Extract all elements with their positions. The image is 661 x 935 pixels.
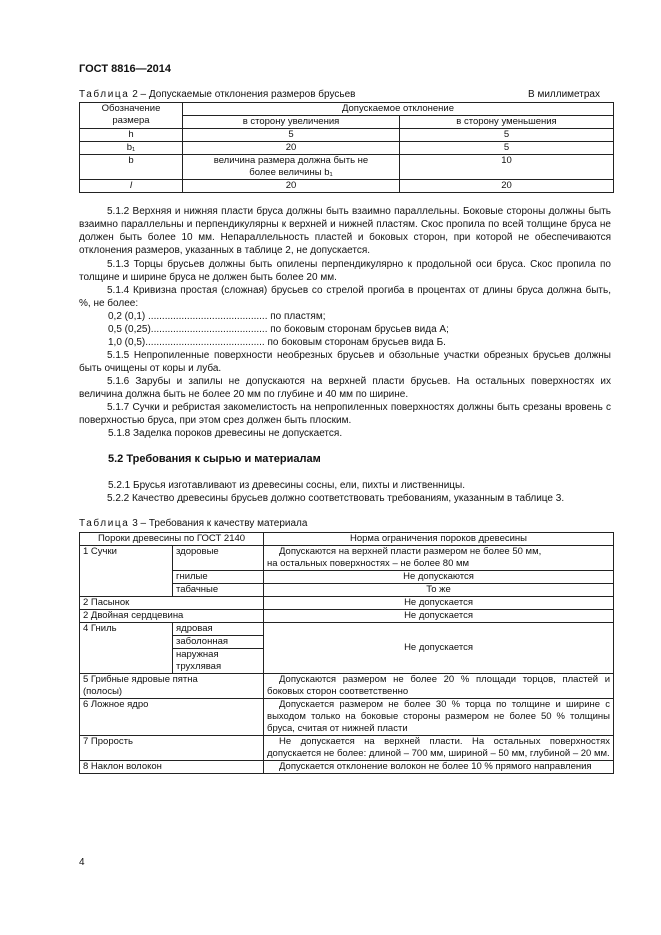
table-row [80, 180, 614, 193]
table3-head-defects: Пороки древесины по ГОСТ 2140 [80, 533, 264, 546]
table-row [80, 155, 614, 180]
table2-head-designation: Обозначение размера [80, 103, 183, 129]
table2-head-tolerance: Допускаемое отклонение [183, 103, 614, 116]
table2-cell-dec: 20 [400, 180, 614, 193]
section-heading-5-2: 5.2 Требования к сырью и материалам [108, 453, 321, 465]
table3-knots-tobacco: табачные [173, 584, 264, 597]
table-row [80, 623, 614, 636]
paragraph-5-1-3: 5.1.3 Торцы брусьев должны быть опилены перпендикулярно к продольной оси бруса. Скос пропила по толщине и ширине бруса не должен быть более 20 мм. [79, 259, 611, 283]
table2-cell-name: b₁ [80, 142, 183, 155]
table2-caption [79, 89, 355, 100]
table2-head-increase: в сторону увеличения [183, 116, 400, 129]
paragraph-5-1-4: 5.1.4 Кривизна простая (сложная) брусьев со стрелой прогиба в процентах от длины бруса должна быть, %, не более: [79, 285, 611, 309]
list-item: 1,0 (0,5)........................................... по боковым сторонам брусьев вида Б. [108, 337, 446, 348]
table3-rot: 4 Гниль [80, 623, 173, 674]
table2-cell-dec: 5 [400, 142, 614, 155]
table3-double-core-norm: Не допускается [264, 610, 614, 623]
table3-caption-text: 3 – Требования к качеству материала [129, 518, 308, 529]
table3-false-core: 6 Ложное ядро [80, 699, 264, 736]
paragraph-5-1-2: 5.1.2 Верхняя и нижняя пласти бруса должны быть взаимно параллельны. Боковые стороны должны быть взаимно параллельны и перпендикулярны к верхней и нижней пластям. Скос пропила по всей толщине бруса не должен быть более 10 мм. Непараллельность пластей и боковых сторон, при которой не обеспечиваются отклонения размеров, указанных в таблице 2, не допускается. [79, 206, 611, 256]
table2-cell-inc: величина размера должна быть не более величины b₁ [183, 155, 400, 180]
table3-head-norm: Норма ограничения пороков древесины [264, 533, 614, 546]
table-row [80, 597, 614, 610]
table3-ingrown: 7 Прорость [80, 736, 264, 761]
table-row [80, 142, 614, 155]
table3-knots-healthy-norm-line1: Допускаются на верхней пласти размером не более 50 мм, [279, 546, 542, 557]
table3-resin-norm: Не допускается [264, 597, 614, 610]
table3-double-core: 2 Двойная сердцевина [80, 610, 264, 623]
paragraph-5-1-8: 5.1.8 Заделка пороков древесины не допускается. [108, 428, 343, 439]
table3-fungal: 5 Грибные ядровые пятна (полосы) [80, 674, 264, 699]
table3-grain: 8 Наклон волокон [80, 761, 264, 774]
table3-ingrown-norm: Не допускается на верхней пласти. На остальных поверхностях допускается не более: длиной – 700 мм, шириной – 50 мм, глубиной – 20 мм. [264, 736, 614, 761]
table3-rot-norm: Не допускается [264, 623, 614, 674]
table3-rot-ext: наружная трухлявая [173, 649, 264, 674]
paragraph-5-2-1: 5.2.1 Брусья изготавливают из древесины сосны, ели, пихты и лиственницы. [108, 480, 465, 491]
paragraph-5-1-7: 5.1.7 Сучки и ребристая закомелистость на непропиленных поверхностях должны быть срезаны вровень с поверхностью бруса, при этом срез должен быть плоским. [79, 402, 611, 426]
table-row [80, 736, 614, 761]
table3-false-core-norm: Допускается размером не более 30 % торца по толщине и ширине с выходом только на боковые стороны размером не более 50 % толщины бруса, считая от нижней пласти [264, 699, 614, 736]
table-row [80, 699, 614, 736]
list-item: 0,5 (0,25).......................................... по боковым сторонам брусьев вида А; [108, 324, 449, 335]
table2-cell-dec: 5 [400, 129, 614, 142]
list-item: 0,2 (0,1) ........................................... по пластям; [108, 311, 326, 322]
table2-caption-text: 2 – Допускаемые отклонения размеров брусьев [129, 89, 356, 100]
table2-cell-name: h [80, 129, 183, 142]
table2-head-decrease: в сторону уменьшения [400, 116, 614, 129]
table3-knots-tobacco-norm: То же [264, 584, 614, 597]
page-number: 4 [79, 857, 85, 868]
table3-knots-rotten-norm: Не допускаются [264, 571, 614, 584]
paragraph-5-1-6: 5.1.6 Зарубы и запилы не допускаются на верхней пласти брусьев. На остальных поверхностях их величина должна быть не более 20 мм по глубине и 40 мм по ширине. [79, 376, 611, 400]
table2-cell-name: l [80, 180, 183, 193]
table2-cell-inc: 5 [183, 129, 400, 142]
table3-rot-sap: заболонная [173, 636, 264, 649]
table2-cell-dec: 10 [400, 155, 614, 180]
table3-caption-word: Таблица [79, 518, 130, 529]
table3-knots: 1 Сучки [80, 546, 173, 597]
table3-fungal-norm: Допускаются размером не более 20 % площади торцов, пластей и боковых сторон соответственно [264, 674, 614, 699]
table3-knots-healthy-norm [264, 546, 614, 571]
table3-knots-rotten: гнилые [173, 571, 264, 584]
table3-knots-healthy-norm-line2: на остальных поверхностях – не более 80 мм [267, 558, 470, 569]
table2-units: В миллиметрах [528, 89, 600, 100]
table-row [80, 674, 614, 699]
table3-caption [79, 518, 307, 529]
table3-knots-healthy: здоровые [173, 546, 264, 571]
table-row [80, 129, 614, 142]
table2 [79, 102, 614, 193]
table3-resin: 2 Пасынок [80, 597, 264, 610]
table-row [80, 610, 614, 623]
paragraph-5-1-5: 5.1.5 Непропиленные поверхности необрезных брусьев и обзольные участки обрезных брусьев должны быть очищены от коры и луба. [79, 350, 611, 374]
document-header: ГОСТ 8816—2014 [79, 63, 172, 75]
table2-cell-inc: 20 [183, 180, 400, 193]
table2-caption-word: Таблица [79, 89, 130, 100]
table2-cell-name: b [80, 155, 183, 180]
table3-rot-core: ядровая [173, 623, 264, 636]
paragraph-5-2-2: 5.2.2 Качество древесины брусьев должно соответствовать требованиям, указанным в таблице 3. [107, 493, 565, 504]
table2-cell-inc: 20 [183, 142, 400, 155]
table3 [79, 532, 614, 774]
table-row [80, 761, 614, 774]
table3-grain-norm: Допускается отклонение волокон не более 10 % прямого направления [264, 761, 614, 774]
table-row [80, 546, 614, 571]
